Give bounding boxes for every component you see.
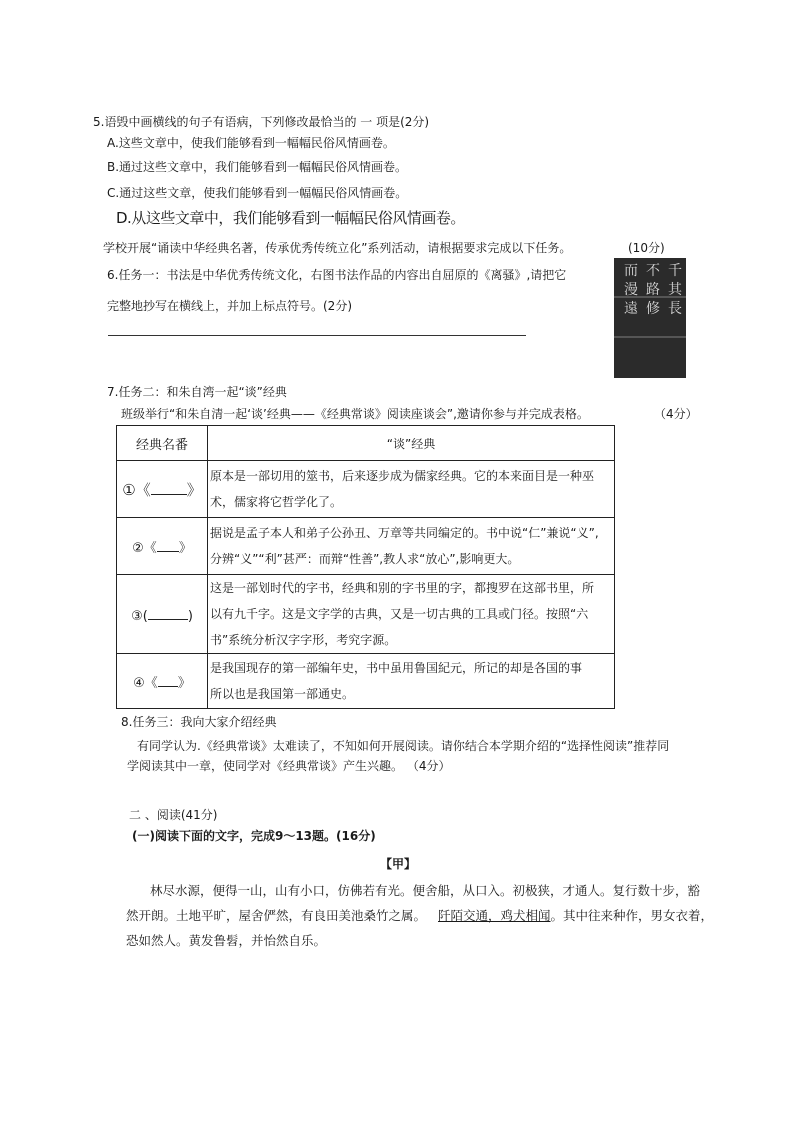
passage-text: 。其中往来种作，男女衣着， xyxy=(550,908,714,923)
q6-line1: 6.任务一：书法是中华优秀传统文化，右图书法作品的内容出自屈原的《离骚》,请把它 xyxy=(107,268,567,282)
title-suffix: 》 xyxy=(186,480,202,499)
q7-title: 7.任务二：和朱自湾一起“谈”经典 xyxy=(107,385,287,399)
desc-line: 原本是一部切用的筮书，后来逐步成为儒家经典。它的本来面目是一种巫 xyxy=(210,469,595,483)
title-blank[interactable] xyxy=(158,672,178,687)
title-blank[interactable] xyxy=(148,605,188,620)
passage-line2 xyxy=(126,906,713,924)
q5-option-a: A.这些文章中，使我们能够看到一幅幅民俗风情画卷。 xyxy=(107,136,395,150)
table-header-title: 经典名番 xyxy=(117,426,208,461)
classics-table xyxy=(116,425,615,709)
desc-line: 术，儒家将它哲学化了。 xyxy=(210,495,343,509)
title-blank[interactable] xyxy=(157,537,179,552)
title-suffix: 》 xyxy=(178,540,192,556)
calligraphy-column: 不路修 xyxy=(646,263,660,317)
q5-option-c: C.通过这些文章，使我们能够看到一幅幅民俗风情画卷。 xyxy=(107,186,408,200)
title-prefix: ③( xyxy=(131,608,148,624)
table-title-cell xyxy=(117,518,208,575)
table-row xyxy=(117,518,615,575)
title-prefix: ②《 xyxy=(132,540,157,556)
passage-line3: 恐如然人。黄发鲁髫，并怡然自乐。 xyxy=(126,933,327,948)
q5-stem: 5.语毁中画横线的句子有语病，下列修改最恰当的 一 项是(2分) xyxy=(93,115,430,129)
activity-intro: 学校开展“诵读中华经典名著，传承优秀传统立化”系列活动，请根据要求完成以下任务。 xyxy=(103,241,572,255)
desc-line: 书”系统分析汉字字形，考究字源。 xyxy=(210,633,397,647)
passage-text: 然开朗。土地平旷，屋舍俨然，有良田美池桑竹之属。 xyxy=(126,908,427,923)
table-header-desc: “谈”经典 xyxy=(208,426,615,461)
table-desc-cell xyxy=(208,518,615,575)
passage-line1: 林尽水源，便得一山，山有小口，仿佛若有光。便舍船，从口入。初极狭，才通人。复行数十步，豁 xyxy=(150,883,701,898)
passage-label: 【甲】 xyxy=(380,857,417,871)
q8-line1: 有同学认为.《经典常谈》太难读了，不知如何开展阅读。请你结合本学期介绍的“选择性阅读”推荐同 xyxy=(137,739,670,753)
table-desc-cell xyxy=(208,575,615,654)
table-desc-cell xyxy=(208,461,615,518)
desc-line: 这是一部划时代的字书，经典和别的字书里的字，都搜罗在这部书里，所 xyxy=(210,581,595,595)
desc-line: 所以也是我国第一部通史。 xyxy=(210,687,355,701)
calligraphy-streak xyxy=(614,336,686,338)
underlined-sentence: 阡陌交通，鸡犬相闻 xyxy=(438,908,551,923)
q5-option-b: B.通过这些文章中，我们能够看到一幅幅民俗风情画卷。 xyxy=(107,160,408,174)
q7-desc: 班级举行“和朱自清一起‘谈’经典——《经典常谈》阅读座谈会”,邀请你参与并完成表格。 xyxy=(121,407,589,421)
answer-line xyxy=(108,335,526,336)
desc-line: 是我国现存的第一部编年史，书中虽用鲁国紀元，所记的却是各国的事 xyxy=(210,661,583,675)
q8-title: 8.任务三：我向大家介绍经典 xyxy=(121,715,277,729)
table-title-cell xyxy=(117,575,208,654)
q7-score: （4分） xyxy=(654,407,698,421)
section-subtitle: (一)阅读下面的文字，完成9～13题。(16分) xyxy=(132,829,376,843)
title-blank[interactable] xyxy=(151,480,187,495)
table-title-cell xyxy=(117,461,208,518)
desc-line: 以有九千字。这是文字学的古典，又是一切古典的工具或门径。按照“六 xyxy=(210,607,589,621)
title-prefix: ④《 xyxy=(133,675,158,691)
calligraphy-column: 而漫遠 xyxy=(624,263,638,317)
q8-line2: 学阅读其中一章，使同学对《经典常谈》产生兴趣。 （4分） xyxy=(127,759,451,773)
calligraphy-image xyxy=(614,258,686,378)
q5-option-d: D.从这些文章中，我们能够看到一幅幅民俗风情画卷。 xyxy=(116,209,465,227)
table-desc-cell xyxy=(208,654,615,709)
title-suffix: ) xyxy=(187,608,193,624)
table-row xyxy=(117,461,615,518)
q6-line2: 完整地抄写在横线上，并加上标点符号。(2分) xyxy=(107,299,352,313)
title-suffix: 》 xyxy=(177,675,191,691)
calligraphy-column: 千其長 xyxy=(668,263,682,317)
activity-score: (10分) xyxy=(628,241,665,255)
table-title-cell xyxy=(117,654,208,709)
desc-line: 据说是孟子本人和弟子公孙丑、万章等共同编定的。书中说“仁”兼说“义”, xyxy=(210,526,599,540)
title-prefix: ①《 xyxy=(122,480,151,499)
section-title: 二 、阅读(41分) xyxy=(129,808,218,822)
table-row xyxy=(117,575,615,654)
table-row xyxy=(117,654,615,709)
desc-line: 分辨“义”“利”甚严：而辩“性善”,教人求“放心”,影响更大。 xyxy=(210,552,520,566)
table-header-row xyxy=(117,426,615,461)
